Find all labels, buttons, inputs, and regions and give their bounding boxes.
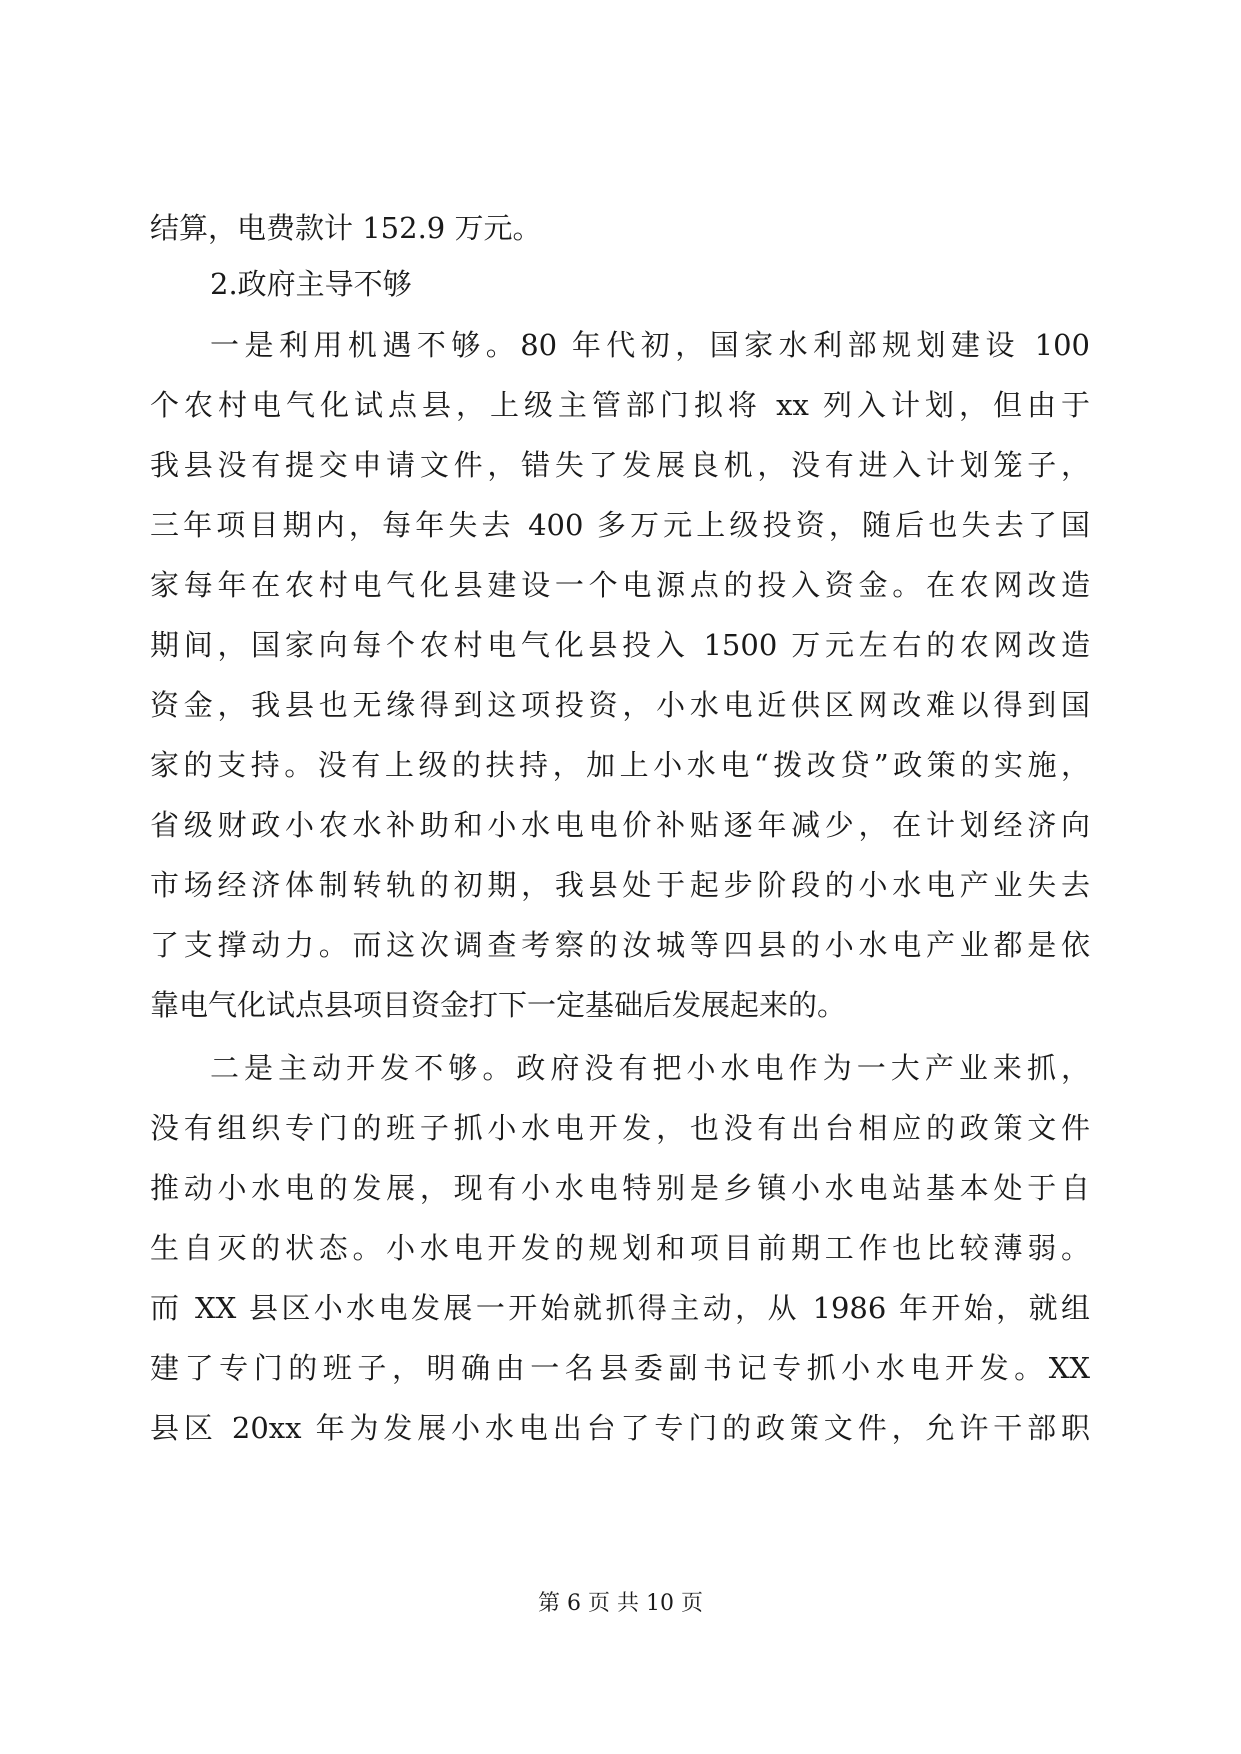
text-line: 了支撑动力。而这次调查考察的汝城等四县的小水电产业都是依 xyxy=(150,928,1090,962)
text-line: 家的支持。没有上级的扶持，加上小水电“拨改贷”政策的实施， xyxy=(150,748,1090,782)
page-number-footer: 第 6 页 共 10 页 xyxy=(538,1591,703,1616)
text-line: 三年项目期内，每年失去 400 多万元上级投资，随后也失去了国 xyxy=(150,508,1090,542)
text-line: 没有组织专门的班子抓小水电开发，也没有出台相应的政策文件 xyxy=(150,1111,1090,1145)
text-line: 个农村电气化试点县，上级主管部门拟将 xx 列入计划，但由于 xyxy=(150,388,1090,422)
text-line: 省级财政小农水补助和小水电电价补贴逐年减少，在计划经济向 xyxy=(150,808,1090,842)
text-line: 生自灭的状态。小水电开发的规划和项目前期工作也比较薄弱。 xyxy=(150,1231,1090,1265)
text-line: 建了专门的班子，明确由一名县委副书记专抓小水电开发。XX xyxy=(150,1351,1090,1385)
text-line: 县区 20xx 年为发展小水电出台了专门的政策文件，允许干部职 xyxy=(150,1411,1090,1445)
text-line: 靠电气化试点县项目资金打下一定基础后发展起来的。 xyxy=(150,988,847,1022)
text-line: 期间，国家向每个农村电气化县投入 1500 万元左右的农网改造 xyxy=(150,628,1090,662)
text-line: 推动小水电的发展，现有小水电特别是乡镇小水电站基本处于自 xyxy=(150,1171,1090,1205)
text-line: 二是主动开发不够。政府没有把小水电作为一大产业来抓， xyxy=(210,1051,1090,1085)
section-heading: 2.政府主导不够 xyxy=(210,267,412,301)
text-line: 我县没有提交申请文件，错失了发展良机，没有进入计划笼子， xyxy=(150,448,1090,482)
text-line: 而 XX 县区小水电发展一开始就抓得主动，从 1986 年开始，就组 xyxy=(150,1291,1090,1325)
text-line: 结算，电费款计 152.9 万元。 xyxy=(150,211,542,245)
text-line: 一是利用机遇不够。80 年代初，国家水利部规划建设 100 xyxy=(210,328,1090,362)
text-line: 市场经济体制转轨的初期，我县处于起步阶段的小水电产业失去 xyxy=(150,868,1090,902)
text-line: 资金，我县也无缘得到这项投资，小水电近供区网改难以得到国 xyxy=(150,688,1090,722)
text-line: 家每年在农村电气化县建设一个电源点的投入资金。在农网改造 xyxy=(150,568,1090,602)
